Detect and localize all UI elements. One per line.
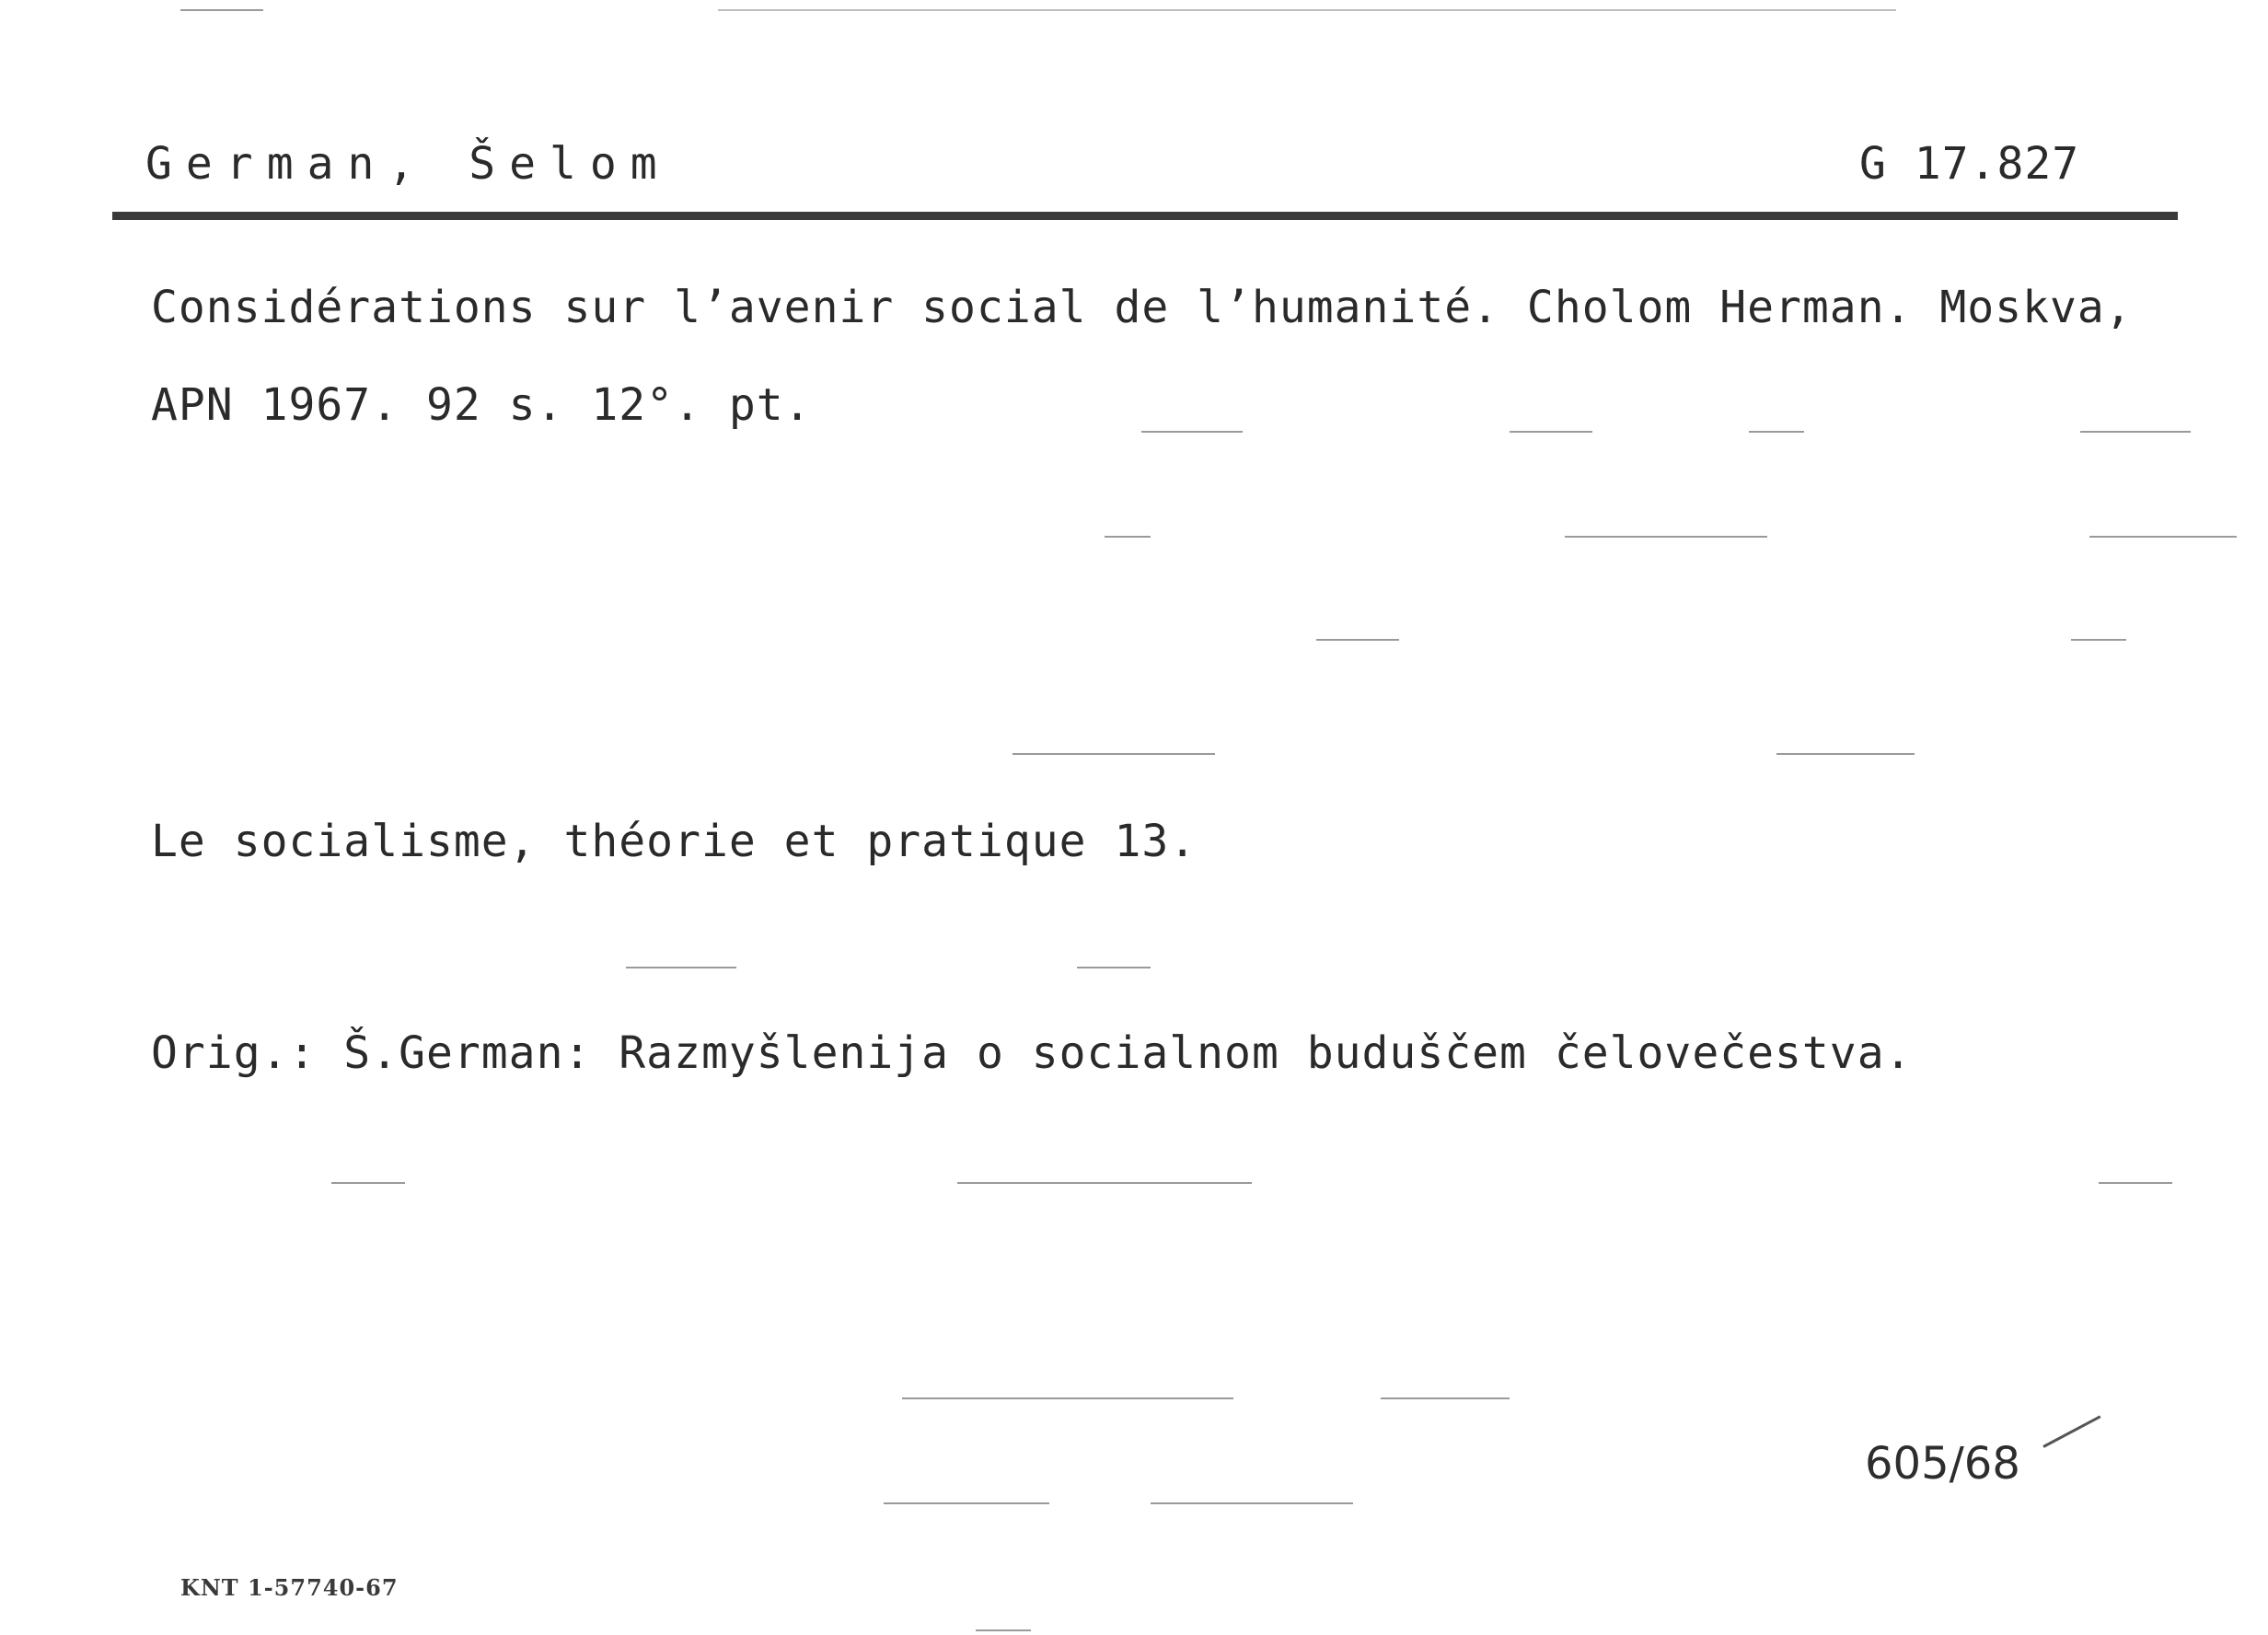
accession-number: 605/68	[1865, 1438, 2020, 1490]
publication-details-line: APN 1967. 92 s. 12°. pt.	[151, 379, 812, 431]
original-title-note: Orig.: Š.German: Razmyšlenija o socialnom buduščem čelovečestva.	[151, 1027, 1913, 1079]
printer-imprint: KNT 1-57740-67	[180, 1574, 399, 1601]
heading-rule	[112, 212, 2178, 220]
call-number: G 17.827	[1859, 138, 2080, 190]
title-statement-line: Considérations sur l’avenir social de l’humanité. Cholom Herman. Moskva,	[151, 282, 2133, 333]
series-note: Le socialisme, théorie et pratique 13.	[151, 816, 1198, 867]
author-heading: German, Šelom	[145, 138, 671, 190]
